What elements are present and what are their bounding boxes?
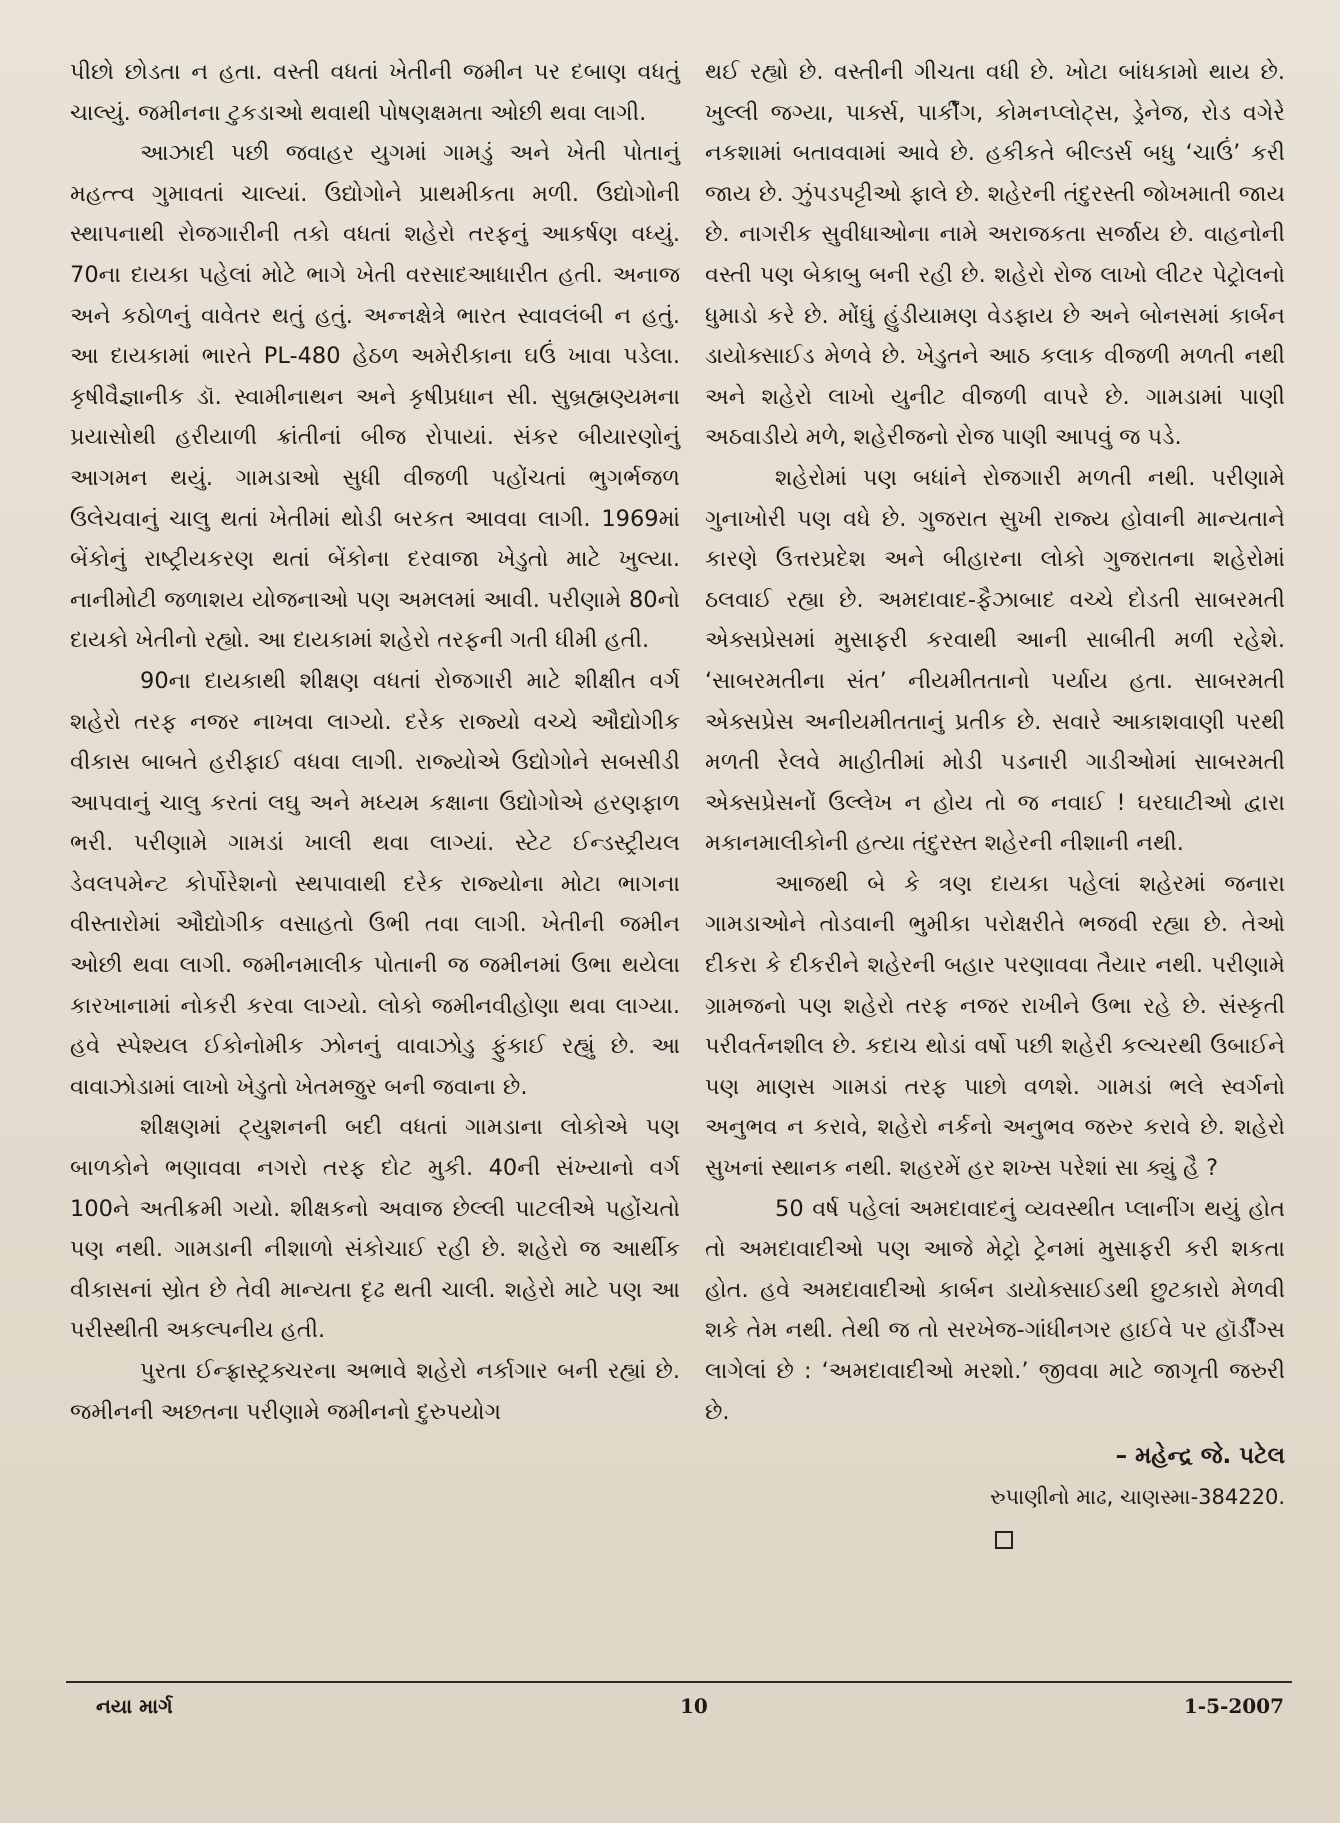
- end-square-icon: [995, 1531, 1013, 1549]
- paragraph: પીછો છોડતા ન હતા. વસ્તી વધતાં ખેતીની જમીન પર દબાણ વધતું ચાલ્યું. જમીનના ટુકડાઓ થવાથી પોષણક્ષમતા ઓછી થવા લાગી.: [70, 59, 680, 126]
- left-column: [70, 52, 680, 1432]
- page-number: 10: [680, 1694, 708, 1718]
- paragraph: આજથી બે કે ત્રણ દાયકા પહેલાં શહેરમાં જનારા ગામડાઓને તોડવાની ભુમીકા પરોક્ષરીતે ભજવી રહ્યા છે. તેઓ દીકરા કે દીકરીને શહેરની બહાર પરણાવવા તૈયાર નથી. પરીણામે ગ્રામજનો પણ શહેરો તરફ નજર રાખીને ઉભા રહે છે. સંસ્કૃતી પરીવર્તનશીલ છે. કદાચ થોડાં વર્ષો પછી શહેરી કલ્ચરથી ઉબાઈને પણ માણસ ગામડાં તરફ પાછો વળશે. ગામડાં ભલે સ્વર્ગનો અનુભવ ન કરાવે, શહેરો નર્કનો અનુભવ જરુર કરાવે છે. શહેરો સુખનાં સ્થાનક નથી. શહરમેં હર શખ્સ પરેશાં સા ક્યું હૈ ?: [705, 870, 1285, 1182]
- paragraph: 90ના દાયકાથી શીક્ષણ વધતાં રોજગારી માટે શીક્ષીત વર્ગ શહેરો તરફ નજર નાખવા લાગ્યો. દરેક રાજ્યો વચ્ચે ઔદ્યોગીક વીકાસ બાબતે હરીફાઈ વધવા લાગી. રાજ્યોએ ઉદ્યોગોને સબસીડી આપવાનું ચાલુ કરતાં લઘુ અને મધ્યમ કક્ષાના ઉદ્યોગોએ હરણફાળ ભરી. પરીણામે ગામડાં ખાલી થવા લાગ્યાં. સ્ટેટ ઈન્ડસ્ટ્રીયલ ડેવલપમેન્ટ કોર્પોરેશનો સ્થપાવાથી દરેક રાજ્યોના મોટા ભાગના વીસ્તારોમાં ઔદ્યોગીક વસાહતો ઉભી તવા લાગી. ખેતીની જમીન ઓછી થવા લાગી. જમીનમાલીક પોતાની જ જમીનમાં ઉભા થયેલા કારખાનામાં નોકરી કરવા લાગ્યો. લોકો જમીનવીહોણા થવા લાગ્યા. હવે સ્પેશ્યલ ઈકોનોમીક ઝોનનું વાવાઝોડુ ફુંકાઈ રહ્યું છે. આ વાવાઝોડામાં લાખો ખેડુતો ખેતમજુર બની જવાના છે.: [70, 667, 680, 1100]
- publication-name: નયા માર્ગ: [96, 1694, 173, 1718]
- paragraph: પુરતા ઈન્ફ્રાસ્ટ્રક્ચરના અભાવે શહેરો નર્કાગાર બની રહ્યાં છે. જમીનની અછતના પરીણામે જમીનનો દુરુપયોગ: [70, 1358, 680, 1425]
- paragraph: થઈ રહ્યો છે. વસ્તીની ગીચતા વધી છે. ખોટા બાંધકામો થાય છે. ખુલ્લી જગ્યા, પાર્ક્સ, પાર્કીંગ, કોમનપ્લોટ્સ, ડ્રેનેજ, રોડ વગેરે નકશામાં બતાવવામાં આવે છે. હકીકતે બીલ્ડર્સ બધુ ‘ચાઉં’ કરી જાય છે. ઝુંપડપટ્ટીઓ ફાલે છે. શહેરની તંદુરસ્તી જોખમાતી જાય છે. નાગરીક સુવીધાઓના નામે અરાજકતા સર્જાય છે. વાહનોની વસ્તી પણ બેકાબુ બની રહી છે. શહેરો રોજ લાખો લીટર પેટ્રોલનો ધુમાડો કરે છે. મોંઘું હુંડીયામણ વેડફાય છે અને બોનસમાં કાર્બન ડાયોક્સાઈડ મેળવે છે. ખેડુતને આઠ કલાક વીજળી મળતી નથી અને શહેરો લાખો યુનીટ વીજળી વાપરે છે. ગામડામાં પાણી અઠવાડીયે મળે, શહેરીજનો રોજ પાણી આપવું જ પડે.: [705, 59, 1285, 451]
- footer-divider: [66, 1681, 1292, 1683]
- right-column: [705, 52, 1285, 1549]
- author-signature: – મહેન્દ્ર જે. પટેલ: [1115, 1443, 1285, 1470]
- author-address: રુપાણીનો માઢ, ચાણસ્મા-384220.: [990, 1484, 1285, 1509]
- paragraph: 50 વર્ષ પહેલાં અમદાવાદનું વ્યવસ્થીત પ્લાનીંગ થયું હોત તો અમદાવાદીઓ પણ આજે મેટ્રો ટ્રેનમાં મુસાફરી કરી શકતા હોત. હવે અમદાવાદીઓ કાર્બન ડાયોક્સાઈડથી છુટકારો મેળવી શકે તેમ નથી. તેથી જ તો સરખેજ-ગાંધીનગર હાઈવે પર હૉર્ડીંગ્સ લાગેલાં છે : ‘અમદાવાદીઓ મરશો.’ જીવવા માટે જાગૃતી જરુરી છે.: [705, 1195, 1285, 1425]
- paragraph: શહેરોમાં પણ બધાંને રોજગારી મળતી નથી. પરીણામે ગુનાખોરી પણ વધે છે. ગુજરાત સુખી રાજ્ય હોવાની માન્યતાને કારણે ઉત્તરપ્રદેશ અને બીહારના લોકો ગુજરાતના શહેરોમાં ઠલવાઈ રહ્યા છે. અમદાવાદ-ફૈઝાબાદ વચ્ચે દોડતી સાબરમતી એક્સપ્રેસમાં મુસાફરી કરવાથી આની સાબીતી મળી રહેશે. ‘સાબરમતીના સંત’ નીયમીતતાનો પર્યાય હતા. સાબરમતી એક્સપ્રેસ અનીયમીતતાનું પ્રતીક છે. સવારે આકાશવાણી પરથી મળતી રેલવે માહીતીમાં મોડી પડનારી ગાડીઓમાં સાબરમતી એક્સપ્રેસનોં ઉલ્લેખ ન હોય તો જ નવાઈ ! ઘરઘાટીઓ દ્વારા મકાનમાલીકોની હત્યા તંદુરસ્ત શહેરની નીશાની નથી.: [705, 464, 1285, 857]
- issue-date: 1-5-2007: [1183, 1694, 1284, 1718]
- paragraph: આઝાદી પછી જવાહર યુગમાં ગામડું અને ખેતી પોતાનું મહત્ત્વ ગુમાવતાં ચાલ્યાં. ઉદ્યોગોને પ્રાથમીકતા મળી. ઉદ્યોગોની સ્થાપનાથી રોજગારીની તકો વધતાં શહેરો તરફનું આકર્ષણ વધ્યું. 70ના દાયકા પહેલાં મોટે ભાગે ખેતી વરસાદઆધારીત હતી. અનાજ અને કઠોળનું વાવેતર થતું હતું. અન્નક્ષેત્રે ભારત સ્વાવલંબી ન હતું. આ દાયકામાં ભારતે PL-480 હેઠળ અમેરીકાના ઘઉં ખાવા પડેલા. કૃષીવૈજ્ઞાનીક ડૉ. સ્વામીનાથન અને કૃષીપ્રધાન સી. સુબ્રહ્મણ્યમના પ્રયાસોથી હરીયાળી ક્રાંતીનાં બીજ રોપાયાં. સંકર બીયારણોનું આગમન થયું. ગામડાઓ સુધી વીજળી પહોંચતાં ભુગર્ભજળ ઉલેચવાનું ચાલુ થતાં ખેતીમાં થોડી બરકત આવવા લાગી. 1969માં બેંકોનું રાષ્ટ્રીયકરણ થતાં બેંકોના દરવાજા ખેડુતો માટે ખુલ્યા. નાનીમોટી જળાશય યોજનાઓ પણ અમલમાં આવી. પરીણામે 80નો દાયકો ખેતીનો રહ્યો. આ દાયકામાં શહેરો તરફની ગતી ધીમી હતી.: [70, 140, 680, 654]
- paragraph: શીક્ષણમાં ટ્યુશનની બદી વધતાં ગામડાના લોકોએ પણ બાળકોને ભણાવવા નગરો તરફ દોટ મુકી. 40ની સંખ્યાનો વર્ગ 100ને અતીક્રમી ગયો. શીક્ષકનો અવાજ છેલ્લી પાટલીએ પહોંચતો પણ નથી. ગામડાની નીશાળો સંકોચાઈ રહી છે. શહેરો જ આર્થીક વીકાસનાં સ્રોત છે તેવી માન્યતા દૃઢ થતી ચાલી. શહેરો માટે પણ આ પરીસ્થીતી અકલ્પનીય હતી.: [70, 1114, 680, 1344]
